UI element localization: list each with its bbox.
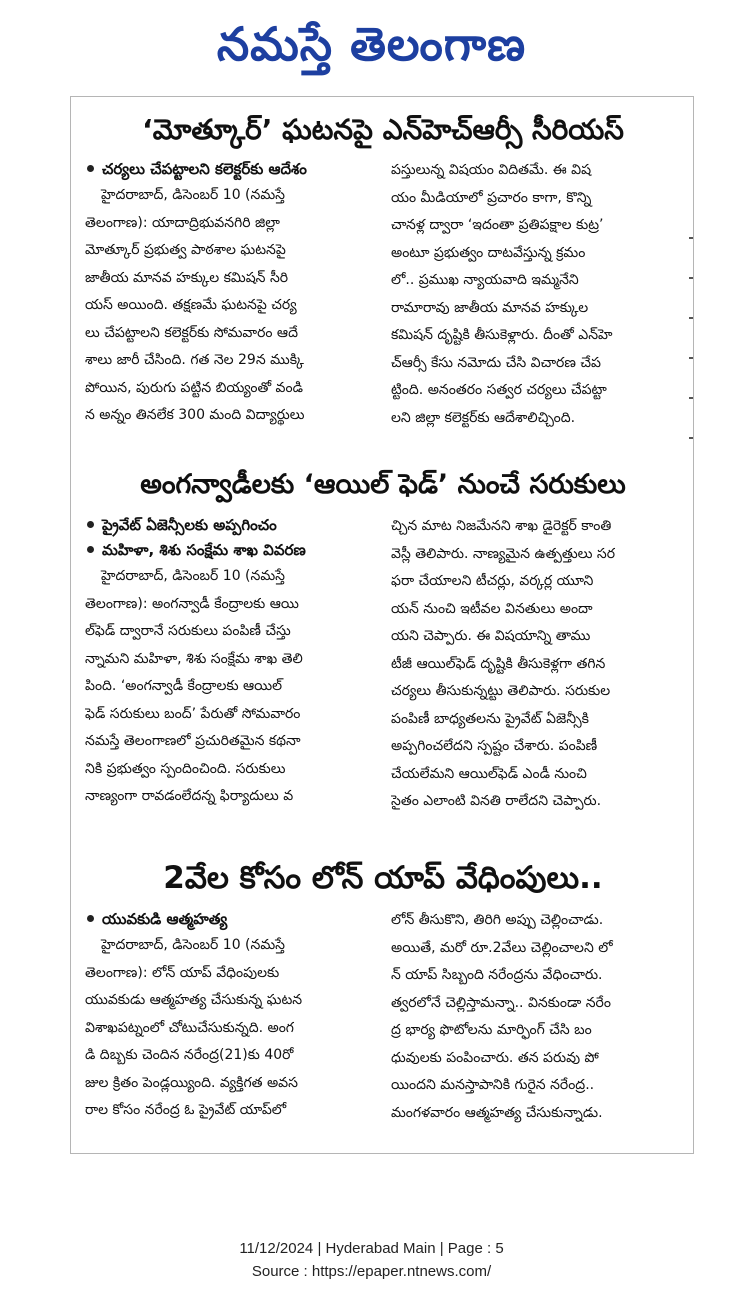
text-line: న అన్నం తినలేక 300 మంది విద్యార్థులు <box>85 407 305 423</box>
text-line: లో.. ప్రముఖ న్యాయవాది ఇమ్మనేని <box>391 272 579 288</box>
text-line: సైతం ఎలాంటి వినతి రాలేదని చెప్పారు. <box>391 793 602 809</box>
text-line: యం మీడియాలో ప్రచారం కాగా, కొన్ని <box>391 189 592 206</box>
text-line: తెలంగాణ): లోన్ యాప్ వేధింపులకు <box>85 964 280 981</box>
text-line: ఫరా చేయాలని టీచర్లు, వర్కర్ల యూని <box>391 573 594 589</box>
article-3-headline: 2వేల కోసం లోన్ యాప్ వేధింపులు.. <box>163 860 603 896</box>
article-2-right-column <box>391 513 683 816</box>
text-line: ట్టింది. అనంతరం సత్వర చర్యలు చేపట్టా <box>391 382 607 398</box>
text-line: హైదరాబాద్, డిసెంబర్ 10 (నమస్తే <box>101 937 285 953</box>
article-3-bullet: యువకుడి ఆత్మహత్య <box>85 907 385 932</box>
text-line: యని చెప్పారు. ఈ విషయాన్ని తాము <box>391 628 591 644</box>
text-line: లు చేపట్టాలని కలెక్టర్‌కు సోమవారం ఆదే <box>85 324 298 341</box>
article-3-right-column <box>391 907 683 1127</box>
text-line: హైదరాబాద్, డిసెంబర్ 10 (నమస్తే <box>101 568 285 584</box>
text-line: మంగళవారం ఆత్మహత్య చేసుకున్నాడు. <box>391 1104 603 1121</box>
text-line: నికి ప్రభుత్వం స్పందించింది. సరుకులు <box>85 760 286 777</box>
text-line: డి దిబ్బకు చెందిన నరేంద్ర(21)కు 40రో <box>85 1047 294 1063</box>
text-line: విశాఖపట్నంలో చోటుచేసుకున్నది. అంగ <box>85 1019 294 1036</box>
text-line: యువకుడు ఆత్మహత్య చేసుకున్న ఘటన <box>85 992 303 1008</box>
text-line: యస్ అయింది. తక్షణమే ఘటనపై చర్య <box>85 297 297 313</box>
article-3-left-column <box>85 907 385 1125</box>
text-line: నాణ్యంగా రావడంలేదన్న ఫిర్యాదులు వ <box>85 788 294 804</box>
cut-margin-marks <box>687 237 693 467</box>
text-line: న్ యాప్ సిబ్బంది నరేంద్రను వేధించారు. <box>391 967 603 983</box>
text-line: అంటూ ప్రభుత్వం దాటవేస్తున్న క్రమం <box>391 244 586 261</box>
text-line: లోన్ తీసుకొని, తిరిగి అప్పు చెల్లించాడు. <box>391 912 604 928</box>
bullet-dot-icon <box>87 165 94 172</box>
text-line: చేయలేమని ఆయిల్‌ఫెడ్ ఎండీ నుంచి <box>391 765 587 782</box>
text-line: చానళ్ల ద్వారా ‘ఇదంతా ప్రతిపక్షాల కుట్ర’ <box>391 217 604 233</box>
text-line: అయితే, మరో రూ.2వేలు చెల్లించాలని లో <box>391 939 613 956</box>
bullet-dot-icon <box>87 521 94 528</box>
text-line: ల్‌ఫెడ్ ద్వారానే సరుకులు పంపిణీ చేస్తు <box>85 623 291 639</box>
bullet-dot-icon <box>87 546 94 553</box>
text-line: జుల క్రితం పెండ్లయ్యింది. వ్యక్తిగత అవస <box>85 1074 298 1091</box>
article-3-right-text <box>391 907 683 1127</box>
text-line: పింది. ‘అంగన్వాడీ కేంద్రాలకు ఆయిల్ <box>85 678 283 694</box>
article-1-right-column <box>391 157 683 432</box>
text-line: లని జిల్లా కలెక్టర్‌కు ఆదేశాలిచ్చింది. <box>391 409 576 426</box>
footer-source-link[interactable]: Source : https://epaper.ntnews.com/ <box>251 1263 492 1280</box>
text-line: పస్తులున్న విషయం విదితమే. ఈ విష <box>391 162 592 178</box>
article-1-headline: ‘మోత్కూర్’ ఘటనపై ఎన్‌హెచ్‌ఆర్సీ సీరియస్ <box>142 113 624 146</box>
article-2-bullet: మహిళా, శిశు సంక్షేమ శాఖ వివరణ <box>85 538 385 563</box>
text-line: చ్చిన మాట నిజమేనని శాఖ డైరెక్టర్ కాంతి <box>391 518 612 534</box>
text-line: శాలు జారీ చేసింది. గత నెల 29న ముక్కి <box>85 352 304 368</box>
text-line: ఫెడ్ సరుకులు బంద్’ పేరుతో సోమవారం <box>85 705 301 722</box>
text-line: నమస్తే తెలంగాణలో ప్రచురితమైన కథనా <box>85 733 301 749</box>
text-line: ద్ర భార్య ఫొటోలను మార్ఫింగ్ చేసి బం <box>391 1022 592 1038</box>
text-line: యిందని మనస్తాపానికి గురైన నరేంద్ర.. <box>391 1077 595 1093</box>
article-1-right-text <box>391 157 683 432</box>
text-line: అప్పగించలేదని స్పష్టం చేశారు. పంపిణీ <box>391 738 598 754</box>
text-line: మోత్కూర్ ప్రభుత్వ పాఠశాల ఘటనపై <box>85 242 286 258</box>
text-line: తెలంగాణ): అంగన్వాడీ కేంద్రాలకు ఆయి <box>85 595 299 612</box>
article-1-left-column <box>85 157 385 430</box>
text-line: ధువులకు పంపించారు. తన పరువు పో <box>391 1049 599 1066</box>
article-1-left-text <box>85 182 385 430</box>
text-line: యన్ నుంచి ఇటీవల వినతులు అందా <box>391 600 593 617</box>
text-line: హైదరాబాద్, డిసెంబర్ 10 (నమస్తే <box>101 187 285 203</box>
text-line: జాతీయ మానవ హక్కుల కమిషన్ సీరి <box>85 269 289 286</box>
article-1-bullet: చర్యలు చేపట్టాలని కలెక్టర్‌కు ఆదేశం <box>85 157 385 182</box>
article-2-right-text <box>391 513 683 816</box>
article-3-left-text <box>85 932 385 1125</box>
masthead-title: నమస్తే తెలంగాణ <box>216 17 527 71</box>
text-line: త్వరలోనే చెల్లిస్తామన్నా.. వినకుండా నరేం <box>391 994 611 1011</box>
text-line: కమిషన్ దృష్టికి తీసుకెళ్లారు. దీంతో ఎన్‌హె <box>391 327 613 343</box>
text-line: రాల కోసం నరేంద్ర ఓ ప్రైవేట్ యాప్‌లో <box>85 1102 287 1118</box>
text-line: పోయిన, పురుగు పట్టిన బియ్యంతో వండి <box>85 379 303 396</box>
article-2-left-text <box>85 563 385 811</box>
news-clipping <box>70 96 694 1154</box>
text-line: వెస్లీ తెలిపారు. నాణ్యమైన ఉత్పత్తులు సర <box>391 545 616 562</box>
masthead <box>0 6 743 82</box>
text-line: చ్‌ఆర్సీ కేసు నమోదు చేసి విచారణ చేప <box>391 354 601 371</box>
text-line: టీజీ ఆయిల్‌ఫెడ్ దృష్టికి తీసుకెళ్లగా తగిన <box>391 655 606 672</box>
bullet-dot-icon <box>87 915 94 922</box>
text-line: చర్యలు తీసుకున్నట్టు తెలిపారు. సరుకుల <box>391 683 611 699</box>
text-line: పంపిణీ బాధ్యతలను ప్రైవేట్ ఏజెన్సీకి <box>391 710 589 727</box>
footer-edition-info: 11/12/2024 | Hyderabad Main | Page : 5 <box>239 1240 504 1257</box>
article-2-left-column <box>85 513 385 811</box>
text-line: తెలంగాణ): యాదాద్రిభువనగిరి జిల్లా <box>85 214 280 231</box>
text-line: న్నామని మహిళా, శిశు సంక్షేమ శాఖ తెలి <box>85 650 303 667</box>
article-2-headline: అంగన్వాడీలకు ‘ఆయిల్ ఫెడ్’ నుంచే సరుకులు <box>140 469 626 500</box>
text-line: రామారావు జాతీయ మానవ హక్కుల <box>391 299 589 316</box>
article-2-bullet: ప్రైవేట్ ఏజెన్సీలకు అప్పగించం <box>85 513 385 538</box>
